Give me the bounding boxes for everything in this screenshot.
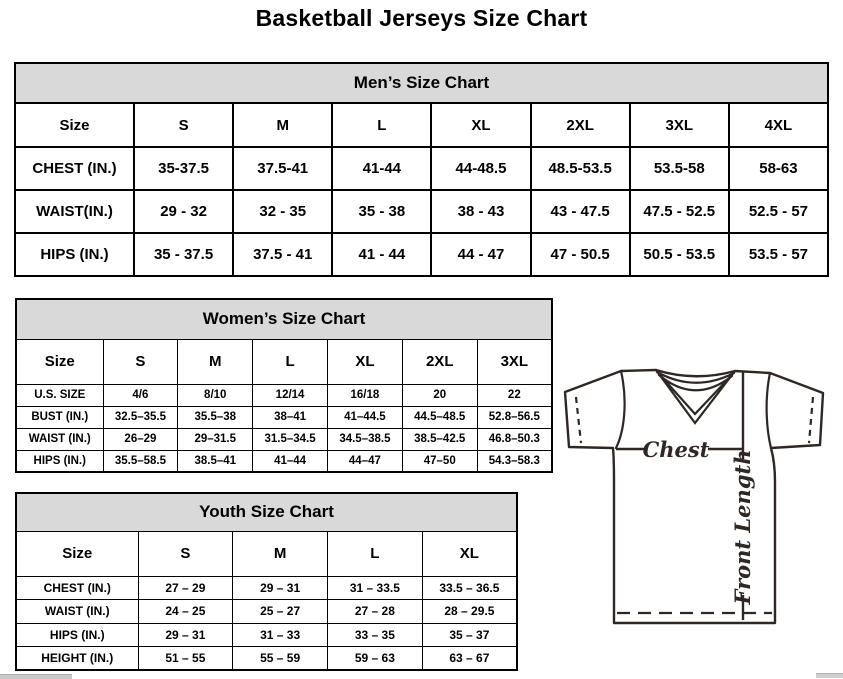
size-value-cell: 37.5 - 41 <box>233 233 332 276</box>
women-chart-title: Women’s Size Chart <box>16 299 552 339</box>
size-value-cell: 53.5 - 57 <box>729 233 828 276</box>
size-value-cell: 33.5 – 36.5 <box>422 576 517 600</box>
size-value-cell: 44-48.5 <box>431 147 530 190</box>
horizontal-scrollbar-fragment[interactable] <box>816 673 843 678</box>
size-value-cell: 29 – 31 <box>233 576 328 600</box>
size-value-cell: 31 – 33 <box>233 623 328 647</box>
row-label: WAIST (IN.) <box>16 428 103 450</box>
size-value-cell: 35 - 38 <box>332 190 431 233</box>
page-title: Basketball Jerseys Size Chart <box>255 5 588 31</box>
size-value-cell: 35.5–38 <box>178 406 253 428</box>
size-value-cell: 16/18 <box>327 384 402 406</box>
column-header: S <box>134 103 233 147</box>
size-value-cell: 26–29 <box>103 428 178 450</box>
size-value-cell: 35 – 37 <box>422 623 517 647</box>
column-header: M <box>233 531 328 576</box>
table-row <box>16 647 517 671</box>
size-value-cell: 29 - 32 <box>134 190 233 233</box>
row-label: WAIST (IN.) <box>16 600 138 624</box>
row-label: CHEST (IN.) <box>15 147 134 190</box>
row-label: HIPS (IN.) <box>16 450 103 472</box>
table-row <box>15 147 828 190</box>
size-value-cell: 51 – 55 <box>138 647 233 671</box>
men-header-row <box>15 103 828 147</box>
size-value-cell: 59 – 63 <box>328 647 423 671</box>
size-value-cell: 50.5 - 53.5 <box>630 233 729 276</box>
column-header: Size <box>16 339 103 384</box>
column-header: Size <box>16 531 138 576</box>
size-value-cell: 27 – 28 <box>328 600 423 624</box>
row-label: HIPS (IN.) <box>16 623 138 647</box>
row-label: BUST (IN.) <box>16 406 103 428</box>
size-value-cell: 31.5–34.5 <box>253 428 328 450</box>
size-value-cell: 47 - 50.5 <box>531 233 630 276</box>
size-value-cell: 38 - 43 <box>431 190 530 233</box>
size-value-cell: 44.5–48.5 <box>402 406 477 428</box>
youth-header-row <box>16 531 517 576</box>
size-value-cell: 52.5 - 57 <box>729 190 828 233</box>
column-header: Size <box>15 103 134 147</box>
column-header: XL <box>422 531 517 576</box>
size-value-cell: 12/14 <box>253 384 328 406</box>
chest-label: Chest <box>642 437 710 462</box>
column-header: 3XL <box>630 103 729 147</box>
row-label: HEIGHT (IN.) <box>16 647 138 671</box>
jersey-measurement-diagram <box>556 362 843 664</box>
size-value-cell: 32 - 35 <box>233 190 332 233</box>
column-header: L <box>328 531 423 576</box>
women-size-chart-table <box>15 298 553 473</box>
column-header: 3XL <box>477 339 552 384</box>
size-value-cell: 22 <box>477 384 552 406</box>
table-row <box>16 600 517 624</box>
size-value-cell: 58-63 <box>729 147 828 190</box>
column-header: 4XL <box>729 103 828 147</box>
size-value-cell: 35-37.5 <box>134 147 233 190</box>
size-value-cell: 41 - 44 <box>332 233 431 276</box>
size-value-cell: 43 - 47.5 <box>531 190 630 233</box>
table-row <box>16 428 552 450</box>
size-value-cell: 48.5-53.5 <box>531 147 630 190</box>
size-value-cell: 25 – 27 <box>233 600 328 624</box>
horizontal-scrollbar-thumb[interactable] <box>0 674 72 679</box>
table-row <box>16 623 517 647</box>
size-value-cell: 46.8–50.3 <box>477 428 552 450</box>
jersey-outline <box>565 370 823 623</box>
row-label: U.S. SIZE <box>16 384 103 406</box>
table-row <box>15 190 828 233</box>
size-value-cell: 34.5–38.5 <box>327 428 402 450</box>
size-value-cell: 37.5-41 <box>233 147 332 190</box>
column-header: M <box>178 339 253 384</box>
youth-size-chart-table <box>15 492 518 671</box>
size-value-cell: 44–47 <box>327 450 402 472</box>
column-header: L <box>332 103 431 147</box>
size-value-cell: 33 – 35 <box>328 623 423 647</box>
size-value-cell: 4/6 <box>103 384 178 406</box>
women-header-row <box>16 339 552 384</box>
column-header: S <box>103 339 178 384</box>
table-row <box>16 384 552 406</box>
size-value-cell: 53.5-58 <box>630 147 729 190</box>
men-size-chart-table <box>14 62 829 277</box>
row-label: HIPS (IN.) <box>15 233 134 276</box>
column-header: S <box>138 531 233 576</box>
size-value-cell: 38–41 <box>253 406 328 428</box>
table-row <box>16 450 552 472</box>
size-value-cell: 52.8–56.5 <box>477 406 552 428</box>
size-value-cell: 54.3–58.3 <box>477 450 552 472</box>
row-label: CHEST (IN.) <box>16 576 138 600</box>
size-value-cell: 20 <box>402 384 477 406</box>
size-value-cell: 44 - 47 <box>431 233 530 276</box>
size-value-cell: 27 – 29 <box>138 576 233 600</box>
size-value-cell: 63 – 67 <box>422 647 517 671</box>
table-row <box>16 406 552 428</box>
size-value-cell: 38.5–41 <box>178 450 253 472</box>
size-value-cell: 38.5–42.5 <box>402 428 477 450</box>
size-value-cell: 35 - 37.5 <box>134 233 233 276</box>
column-header: M <box>233 103 332 147</box>
row-label: WAIST(IN.) <box>15 190 134 233</box>
front-length-label: Front Length <box>730 449 755 605</box>
column-header: XL <box>327 339 402 384</box>
size-value-cell: 47–50 <box>402 450 477 472</box>
size-value-cell: 35.5–58.5 <box>103 450 178 472</box>
size-value-cell: 41–44 <box>253 450 328 472</box>
size-value-cell: 24 – 25 <box>138 600 233 624</box>
size-value-cell: 29–31.5 <box>178 428 253 450</box>
size-value-cell: 28 – 29.5 <box>422 600 517 624</box>
size-value-cell: 32.5–35.5 <box>103 406 178 428</box>
size-value-cell: 55 – 59 <box>233 647 328 671</box>
column-header: 2XL <box>531 103 630 147</box>
youth-chart-title: Youth Size Chart <box>16 493 517 531</box>
column-header: XL <box>431 103 530 147</box>
size-value-cell: 8/10 <box>178 384 253 406</box>
column-header: 2XL <box>402 339 477 384</box>
table-row <box>16 576 517 600</box>
size-value-cell: 47.5 - 52.5 <box>630 190 729 233</box>
men-chart-title: Men’s Size Chart <box>15 63 828 103</box>
size-value-cell: 29 – 31 <box>138 623 233 647</box>
size-value-cell: 41–44.5 <box>327 406 402 428</box>
column-header: L <box>253 339 328 384</box>
size-value-cell: 41-44 <box>332 147 431 190</box>
size-value-cell: 31 – 33.5 <box>328 576 423 600</box>
table-row <box>15 233 828 276</box>
